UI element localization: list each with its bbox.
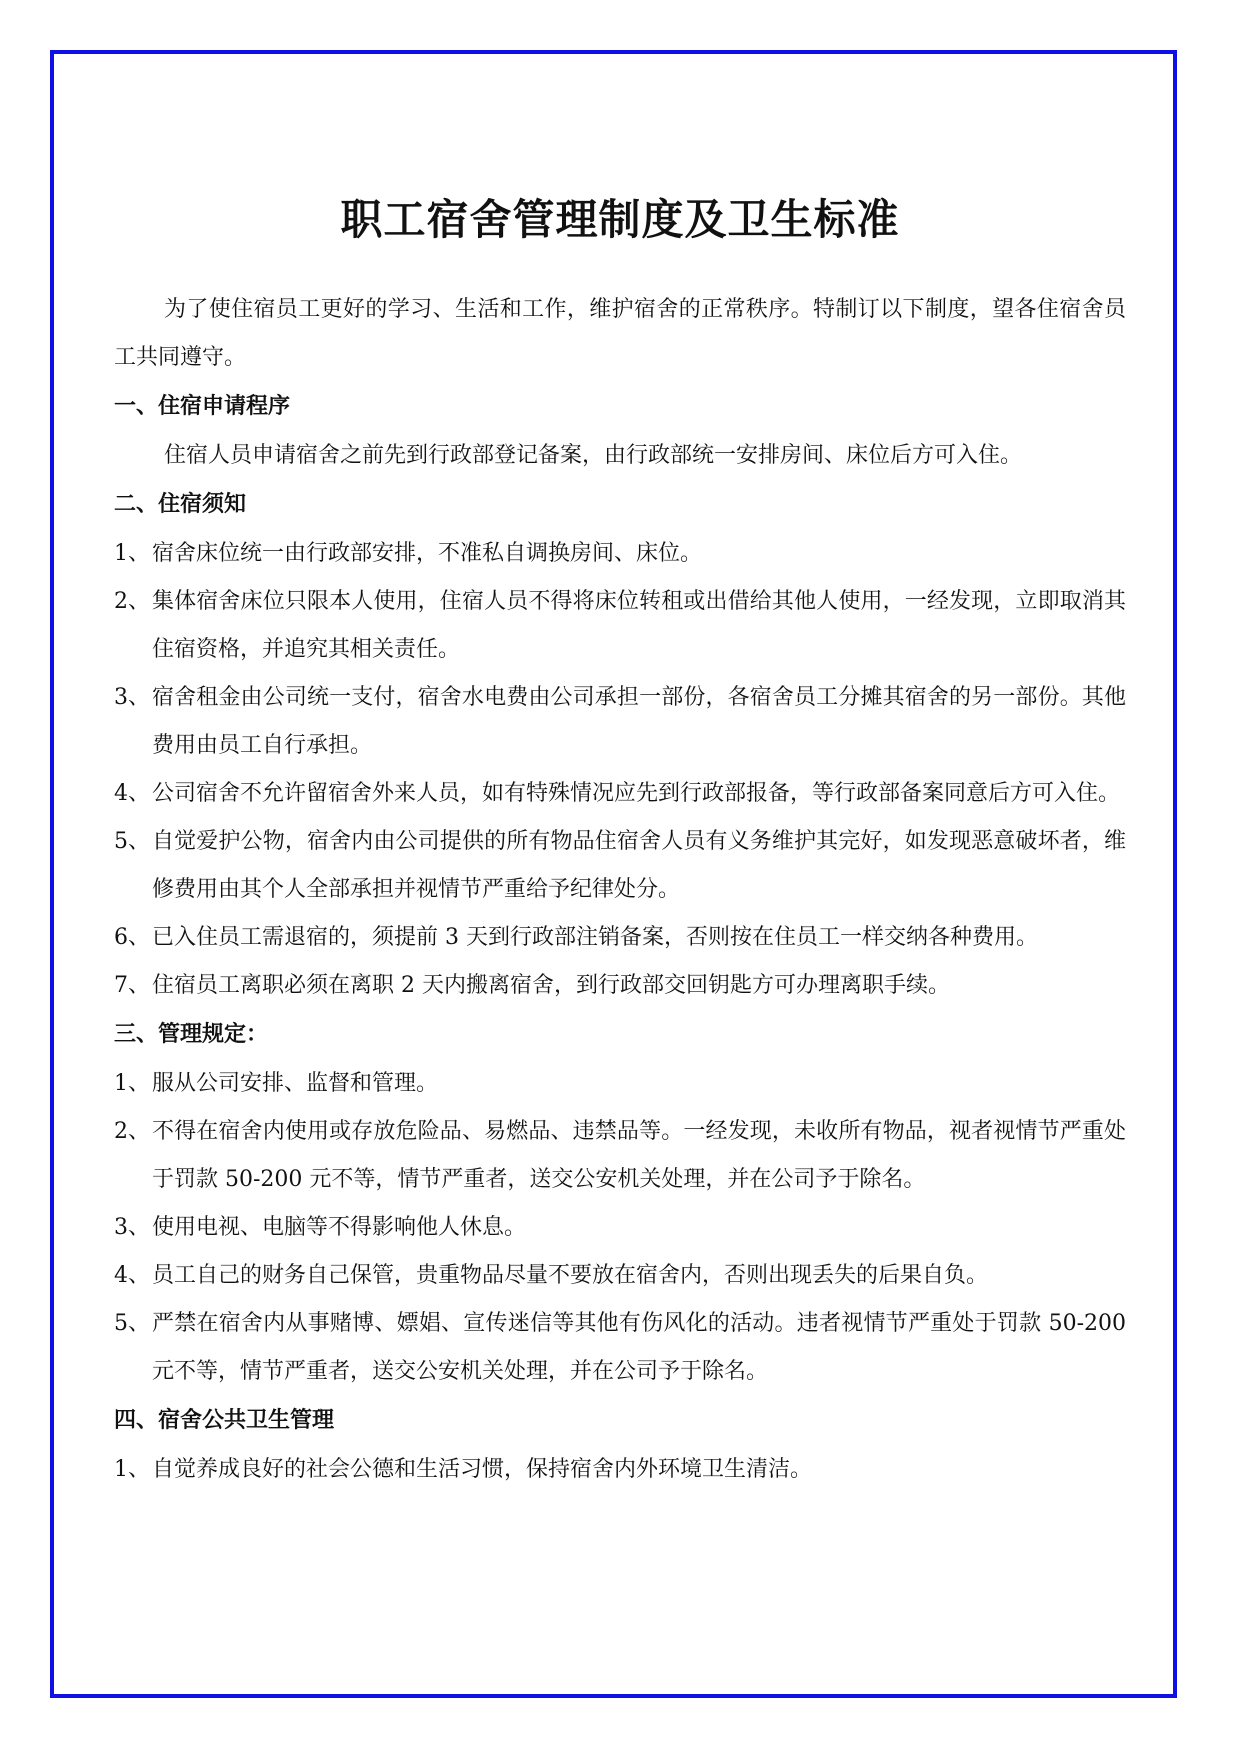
list-item — [114, 674, 1126, 770]
list-item-text: 严禁在宿舍内从事赌博、嫖娼、宣传迷信等其他有伤风化的活动。违者视情节严重处于罚款 50-200 元不等，情节严重者，送交公安机关处理，并在公司予于除名。 — [152, 1311, 1126, 1384]
list-item-text: 宿舍租金由公司统一支付，宿舍水电费由公司承担一部份，各宿舍员工分摊其宿舍的另一部份。其他费用由员工自行承担。 — [152, 685, 1126, 758]
list-item-text: 宿舍床位统一由行政部安排，不准私自调换房间、床位。 — [152, 541, 703, 566]
list-item-text: 已入住员工需退宿的，须提前 3 天到行政部注销备案，否则按在住员工一样交纳各种费用。 — [152, 925, 1038, 950]
list-item-number: 5、 — [114, 1311, 150, 1336]
list-item — [114, 1204, 1126, 1252]
list-item-number: 4、 — [114, 781, 150, 806]
list-item — [114, 1108, 1126, 1204]
list-item-number: 2、 — [114, 589, 150, 614]
document-body — [114, 190, 1126, 1494]
list-item-text: 集体宿舍床位只限本人使用，住宿人员不得将床位转租或出借给其他人使用，一经发现，立即取消其住宿资格，并追究其相关责任。 — [152, 589, 1126, 662]
list-item — [114, 1252, 1126, 1300]
document-title: 职工宿舍管理制度及卫生标准 — [340, 195, 900, 244]
list-item-text: 使用电视、电脑等不得影响他人休息。 — [152, 1215, 527, 1240]
list-item-number: 1、 — [114, 1071, 150, 1096]
list-item-number: 3、 — [114, 685, 150, 710]
list-item — [114, 530, 1126, 578]
section-heading-notice: 二、住宿须知 — [114, 492, 247, 517]
list-item-number: 3、 — [114, 1215, 150, 1240]
section-paragraph-application: 住宿人员申请宿舍之前先到行政部登记备案，由行政部统一安排房间、床位后方可入住。 — [164, 443, 1023, 468]
list-item-text: 公司宿舍不允许留宿舍外来人员，如有特殊情况应先到行政部报备，等行政部备案同意后方可入住。 — [152, 781, 1121, 806]
list-item — [114, 818, 1126, 914]
list-item-text: 住宿员工离职必须在离职 2 天内搬离宿舍，到行政部交回钥匙方可办理离职手续。 — [152, 973, 950, 998]
list-item-number: 1、 — [114, 1457, 150, 1482]
list-item-number: 4、 — [114, 1263, 150, 1288]
list-item — [114, 1300, 1126, 1396]
list-item-number: 1、 — [114, 541, 150, 566]
section-heading-hygiene: 四、宿舍公共卫生管理 — [114, 1408, 335, 1433]
intro-paragraph: 为了使住宿员工更好的学习、生活和工作，维护宿舍的正常秩序。特制订以下制度，望各住宿舍员工共同遵守。 — [114, 297, 1126, 370]
list-item-number: 7、 — [114, 973, 150, 998]
list-item-text: 员工自己的财务自己保管，贵重物品尽量不要放在宿舍内，否则出现丢失的后果自负。 — [152, 1263, 989, 1288]
list-item — [114, 1446, 1126, 1494]
list-item-number: 5、 — [114, 829, 150, 854]
list-item — [114, 578, 1126, 674]
list-item — [114, 914, 1126, 962]
section-heading-application: 一、住宿申请程序 — [114, 394, 291, 419]
list-item-text: 服从公司安排、监督和管理。 — [152, 1071, 439, 1096]
list-item — [114, 1060, 1126, 1108]
list-item-text: 自觉养成良好的社会公德和生活习惯，保持宿舍内外环境卫生清洁。 — [152, 1457, 813, 1482]
list-item-text: 不得在宿舍内使用或存放危险品、易燃品、违禁品等。一经发现，未收所有物品，视者视情节严重处于罚款 50-200 元不等，情节严重者，送交公安机关处理，并在公司予于除名。 — [152, 1119, 1126, 1192]
list-item — [114, 962, 1126, 1010]
list-item-number: 6、 — [114, 925, 150, 950]
list-item-number: 2、 — [114, 1119, 150, 1144]
list-item-text: 自觉爱护公物，宿舍内由公司提供的所有物品住宿舍人员有义务维护其完好，如发现恶意破坏者，维修费用由其个人全部承担并视情节严重给予纪律处分。 — [152, 829, 1126, 902]
list-item — [114, 770, 1126, 818]
section-heading-rules: 三、管理规定： — [114, 1022, 269, 1047]
